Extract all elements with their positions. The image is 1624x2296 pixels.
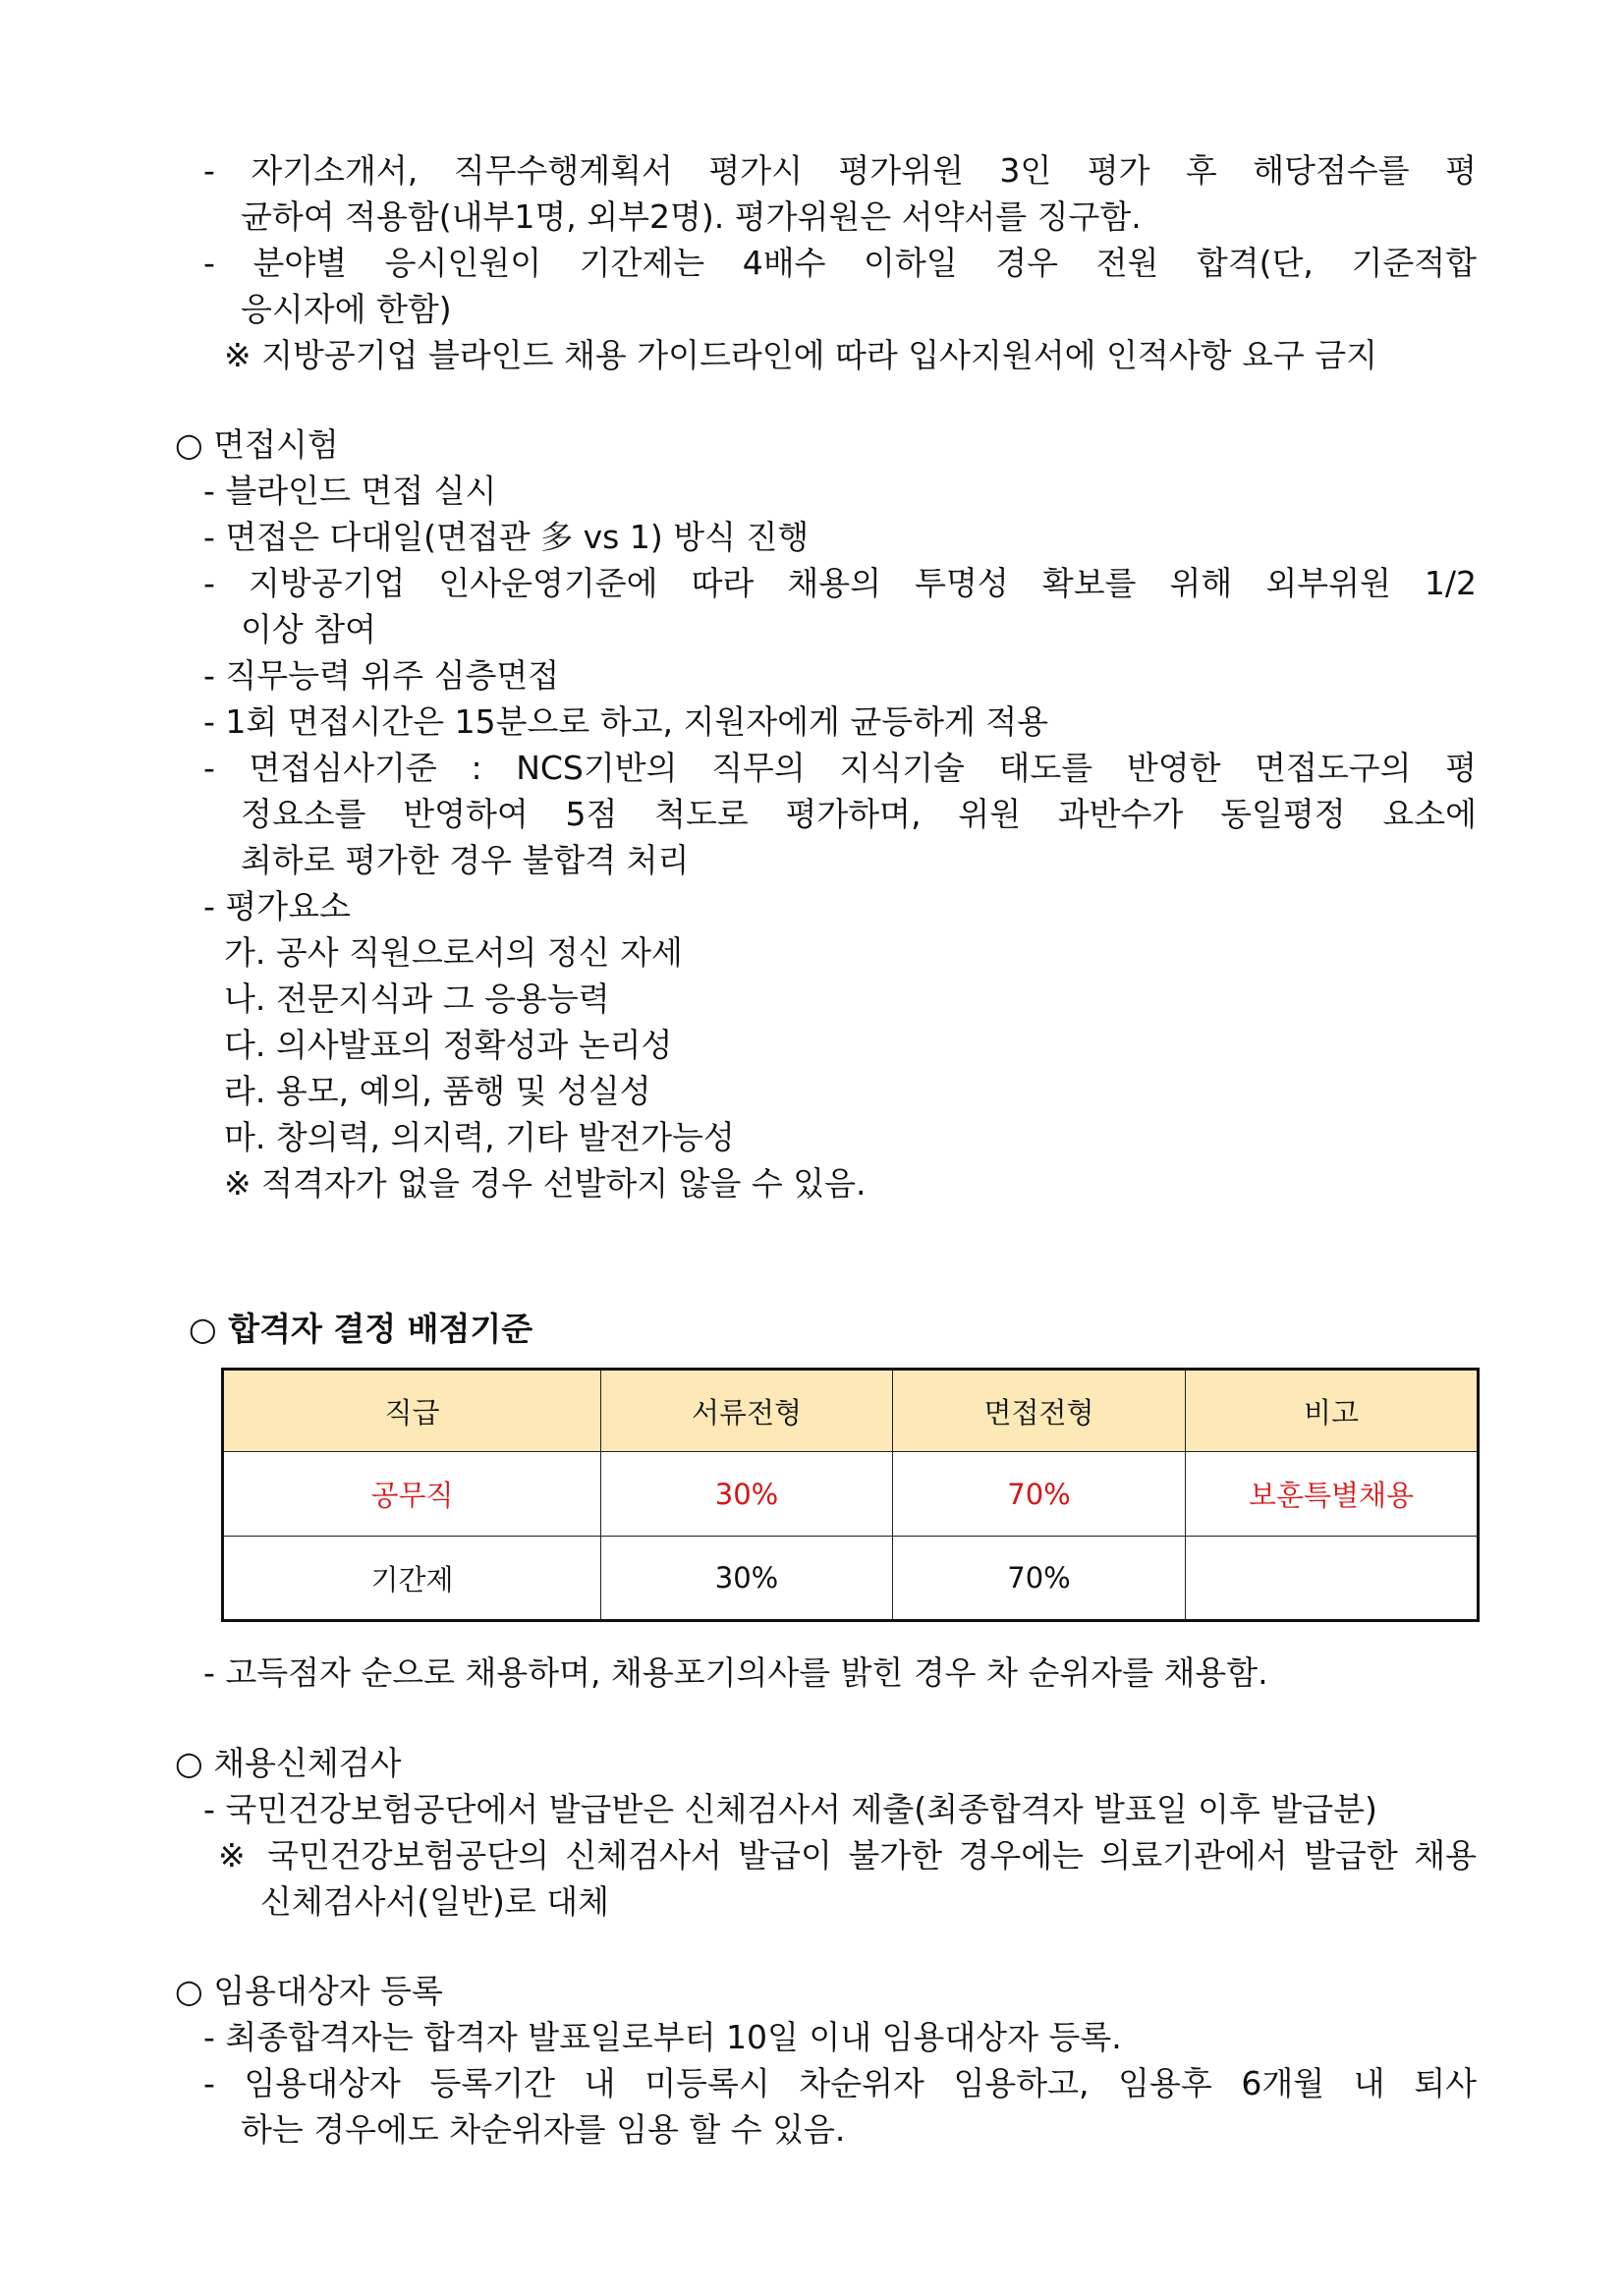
text-line: - 최종합격자는 합격자 발표일로부터 10일 이내 임용대상자 등록. xyxy=(203,2018,1122,2056)
text-line: - 평가요소 xyxy=(203,887,351,925)
list-item: 나. 전문지식과 그 응용능력 xyxy=(224,980,610,1018)
text-line: 신체검사서(일반)로 대체 xyxy=(260,1882,610,1921)
section-heading: ○ 임용대상자 등록 xyxy=(175,1972,443,2010)
list-item: 라. 용모, 예의, 품행 및 성실성 xyxy=(224,1072,651,1110)
text-line: - 자기소개서, 직무수행계획서 평가시 평가위원 3인 평가 후 해당점수를 평 xyxy=(203,151,1477,190)
table-header-cell: 면접전형 xyxy=(893,1370,1186,1452)
section-heading: ○ 합격자 결정 배점기준 xyxy=(189,1310,533,1348)
note-line: ※ 국민건강보험공단의 신체검사서 발급이 불가한 경우에는 의료기관에서 발급한 채용 xyxy=(218,1836,1477,1875)
table-header-cell: 직급 xyxy=(223,1370,601,1452)
text-line: 최하로 평가한 경우 불합격 처리 xyxy=(241,841,690,879)
text-line: - 직무능력 위주 심층면접 xyxy=(203,656,560,695)
text-line: 하는 경우에도 차순위자를 임용 할 수 있음. xyxy=(241,2110,846,2149)
score-table xyxy=(221,1368,1480,1622)
text-line: 균하여 적용함(내부1명, 외부2명). 평가위원은 서약서를 징구함. xyxy=(241,197,1142,236)
table-cell xyxy=(1186,1537,1479,1621)
table-header-cell: 비고 xyxy=(1186,1370,1479,1452)
section-heading: ○ 면접시험 xyxy=(175,425,339,464)
section-heading: ○ 채용신체검사 xyxy=(175,1744,402,1782)
table-header-row xyxy=(223,1370,1479,1452)
table-cell: 70% xyxy=(893,1452,1186,1537)
text-line: 정요소를 반영하여 5점 척도로 평가하며, 위원 과반수가 동일평정 요소에 xyxy=(241,795,1477,833)
text-line: - 면접은 다대일(면접관 多 vs 1) 방식 진행 xyxy=(203,518,810,556)
table-cell: 30% xyxy=(601,1537,893,1621)
list-item: 다. 의사발표의 정확성과 논리성 xyxy=(224,1026,673,1064)
table-cell: 70% xyxy=(893,1537,1186,1621)
table-cell: 보훈특별채용 xyxy=(1186,1452,1479,1537)
text-line: - 지방공기업 인사운영기준에 따라 채용의 투명성 확보를 위해 외부위원 1/2 xyxy=(203,564,1477,602)
table-header-cell: 서류전형 xyxy=(601,1370,893,1452)
text-line: - 1회 면접시간은 15분으로 하고, 지원자에게 균등하게 적용 xyxy=(203,702,1049,741)
table-row xyxy=(223,1537,1479,1621)
text-line: 응시자에 한함) xyxy=(241,290,452,328)
text-line: - 국민건강보험공단에서 발급받은 신체검사서 제출(최종합격자 발표일 이후 발급분) xyxy=(203,1790,1377,1828)
list-item: 가. 공사 직원으로서의 정신 자세 xyxy=(224,933,683,972)
note-line: ※ 적격자가 없을 경우 선발하지 않을 수 있음. xyxy=(224,1164,867,1203)
text-line: - 임용대상자 등록기간 내 미등록시 차순위자 임용하고, 임용후 6개월 내 퇴사 xyxy=(203,2064,1477,2102)
text-line: - 블라인드 면접 실시 xyxy=(203,472,497,510)
text-line: 이상 참여 xyxy=(241,610,377,648)
table-cell: 공무직 xyxy=(223,1452,601,1537)
text-line: - 면접심사기준 : NCS기반의 직무의 지식기술 태도를 반영한 면접도구의 평 xyxy=(203,749,1477,787)
text-line: - 분야별 응시인원이 기간제는 4배수 이하일 경우 전원 합격(단, 기준적합 xyxy=(203,244,1477,282)
table-cell: 30% xyxy=(601,1452,893,1537)
note-line: ※ 지방공기업 블라인드 채용 가이드라인에 따라 입사지원서에 인적사항 요구 금지 xyxy=(224,336,1378,374)
text-line: - 고득점자 순으로 채용하며, 채용포기의사를 밝힌 경우 차 순위자를 채용함. xyxy=(203,1653,1268,1692)
list-item: 마. 창의력, 의지력, 기타 발전가능성 xyxy=(224,1118,735,1156)
table-row xyxy=(223,1452,1479,1537)
table-cell: 기간제 xyxy=(223,1537,601,1621)
